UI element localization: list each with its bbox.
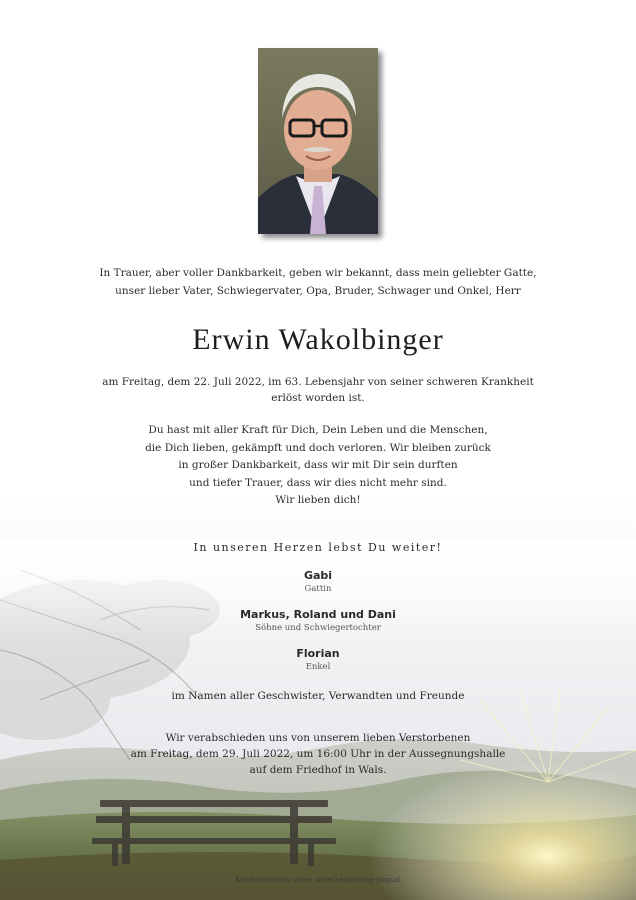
farewell-line: auf dem Friedhof in Wals. [249,764,387,776]
others-text: im Namen aller Geschwister, Verwandten und Freunde [171,690,465,702]
mourner [0,646,636,674]
death-text [0,374,636,406]
condolence-link[interactable]: Kondolenzbuch unter: www.bestattung-jung.at [235,876,401,884]
poem [0,422,636,510]
farewell-line: am Freitag, dem 29. Juli 2022, um 16:00 Uhr in der Aussegnungshalle [130,748,506,760]
mourner-name: Gabi [303,569,333,582]
farewell-text [0,730,636,778]
poem-line: die Dich lieben, gekämpft und doch verloren. Wir bleiben zurück [145,441,491,454]
farewell-line: Wir verabschieden uns von unserem lieben Verstorbenen [165,732,471,744]
mourner-name: Florian [296,647,340,660]
intro-text [0,264,636,300]
death-line-2: erlöst worden ist. [271,392,365,404]
intro-line-2: unser lieber Vater, Schwiegervater, Opa, Bruder, Schwager und Onkel, Herr [115,285,521,297]
intro-line-1: In Trauer, aber voller Dankbarkeit, geben wir bekannt, dass mein geliebter Gatte, [99,267,537,279]
mourner-relation: Gattin [304,584,332,594]
mourner [0,568,636,596]
mourner [0,607,636,635]
mourner-name: Markus, Roland und Dani [240,608,396,621]
mourner-relation: Enkel [305,662,331,672]
death-line-1: am Freitag, dem 22. Juli 2022, im 63. Lebensjahr von seiner schweren Krankheit [102,376,534,388]
mourner-relation: Söhne und Schwiegertochter [255,623,381,633]
poem-line: Wir lieben dich! [275,494,361,506]
motto: In unseren Herzen lebst Du weiter! [193,541,443,554]
poem-line: Du hast mit aller Kraft für Dich, Dein Leben und die Menschen, [148,424,488,436]
portrait-photo [258,48,378,234]
poem-line: in großer Dankbarkeit, dass wir mit Dir sein durften [178,459,458,471]
deceased-name: Erwin Wakolbinger [192,323,444,356]
poem-line: und tiefer Trauer, dass wir dies nicht mehr sind. [189,476,447,489]
